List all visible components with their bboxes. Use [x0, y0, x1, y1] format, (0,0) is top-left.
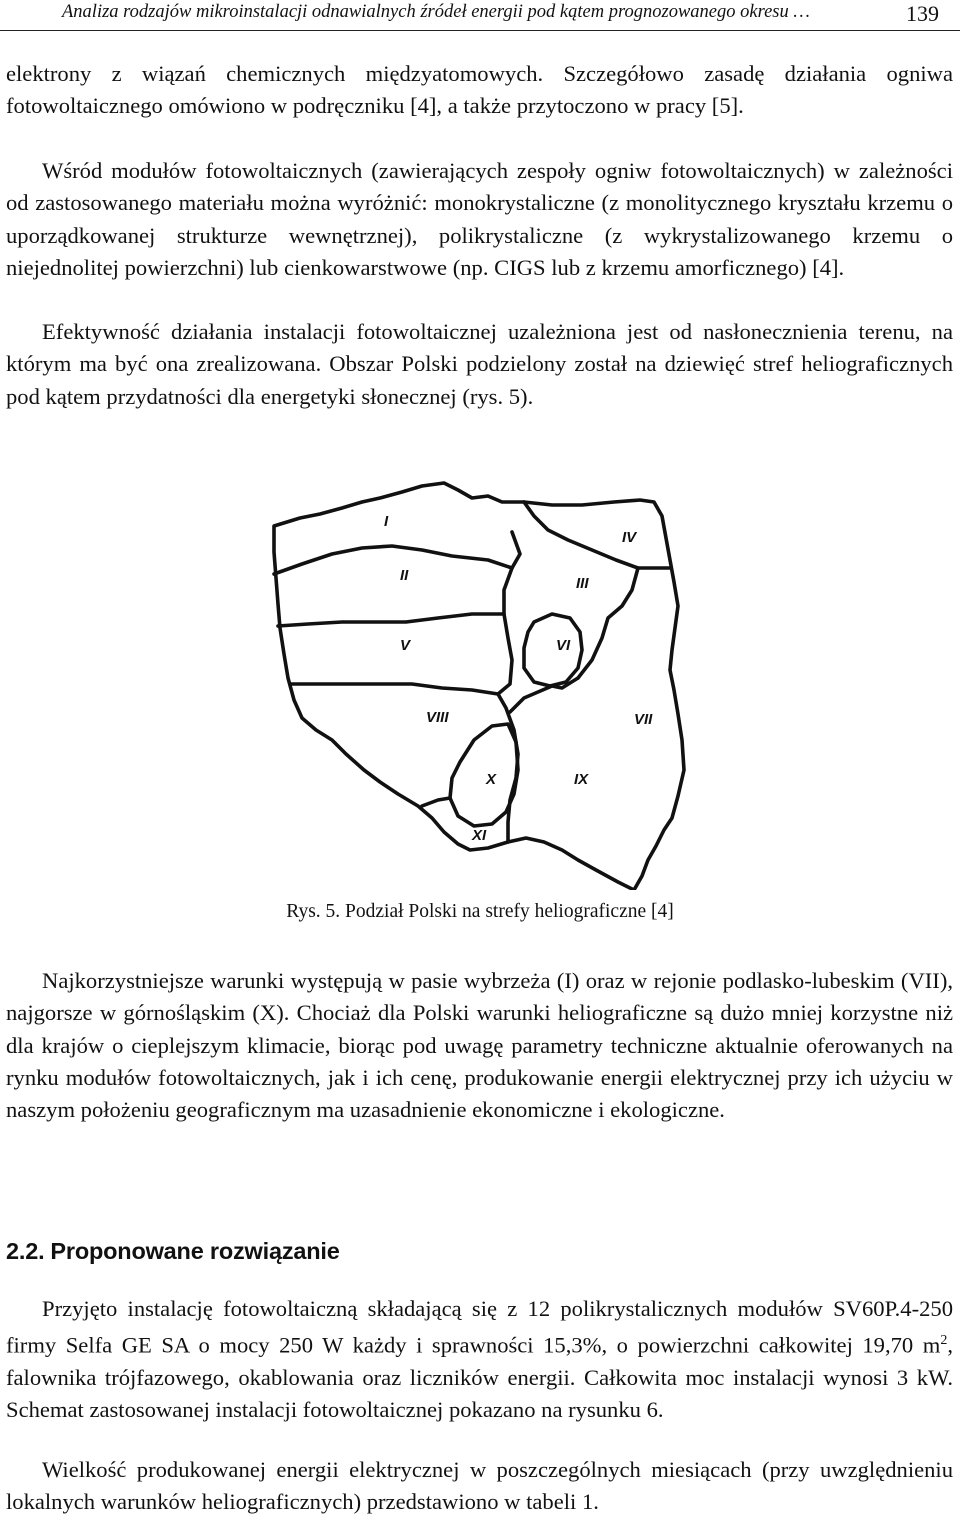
paragraph-4: Najkorzystniejsze warunki występują w pasie wybrzeża (I) oraz w rejonie podlasko-lubeskim (VII), najgorsze w górnośląskim (X). Chociaż dla Polski warunki heliograficzne są dużo mniej korzystne niż dla krajów o cieplejszym klimacie, biorąc pod uwagę parametry techniczne aktualnie oferowanych na rynku modułów fotowoltaicznych, jak i ich cenę, produkowanie energii elektrycznej przy ich użyciu w naszym położeniu geograficznym ma uzasadnienie ekonomiczne i ekologiczne.	[6, 968, 953, 1123]
border-x-xi	[422, 798, 450, 806]
zone-label-vii: VII	[634, 711, 653, 728]
zone-x-outline	[450, 724, 518, 826]
zone-label-viii: VIII	[426, 709, 449, 726]
heliographic-zones-map	[262, 478, 698, 890]
zone-label-v: V	[400, 637, 411, 654]
paragraph-1: elektrony z wiązań chemicznych międzyatomowych. Szczegółowo zasadę działania ogniwa fotowoltaicznego omówiono w podręczniku [4], a także przytoczono w pracy [5].	[6, 61, 953, 119]
border-v-viii	[290, 684, 498, 694]
section-heading	[6, 1238, 346, 1265]
border-viii-vii	[498, 694, 518, 842]
zone-label-xi: XI	[472, 827, 487, 844]
zone-label-vi: VI	[556, 637, 571, 654]
paragraph-6: Wielkość produkowanej energii elektrycznej w poszczególnych miesiącach (przy uwzględnieniu lokalnych warunków heliograficznych) przedstawiono w tabeli 1.	[6, 1457, 953, 1515]
zone-label-x: X	[486, 771, 497, 788]
running-header	[0, 0, 960, 30]
border-iii-iv	[524, 502, 670, 568]
figure-caption: Rys. 5. Podział Polski na strefy heliograficzne [4]	[286, 901, 674, 922]
section-title: Proponowane rozwiązanie	[50, 1238, 340, 1264]
zone-label-iv: IV	[622, 529, 637, 546]
section-number: 2.2.	[6, 1238, 45, 1264]
zone-vi-outline	[524, 614, 582, 686]
zone-label-ix: IX	[574, 771, 589, 788]
paragraph-5-text-cont: , falownika trójfazowego, okablowania oraz liczników energii. Całkowita moc instalacji wynosi 3 kW. Schemat zastosowanej instalacji fotowoltaicznej pokazano na rysunku 6.	[6, 1332, 953, 1423]
zone-label-ii: II	[400, 567, 409, 584]
paragraph-3: Efektywność działania instalacji fotowoltaicznej uzależniona jest od nasłonecznienia terenu, na którym ma być ona zrealizowana. Obszar Polski podzielony został na dziewięć stref heliograficznych pod kątem przydatności dla energetyki słonecznej (rys. 5).	[6, 319, 953, 409]
header-rule	[0, 30, 960, 31]
border-i-ii	[274, 546, 512, 574]
paragraph-2: Wśród modułów fotowoltaicznych (zawierających zespoły ogniw fotowoltaicznych) w zależności od zastosowanego materiału można wyróżnić: monokrystaliczne (z monolitycznego kryształu krzemu o uporządkowanej strukturze wewnętrznej), polikrystaliczne (z wykrystalizowanego krzemu o niejednolitej powierzchni) lub cienkowarstwowe (np. CIGS lub z krzemu amorficznego) [4].	[6, 158, 953, 280]
area-unit-superscript: 2	[940, 1333, 948, 1349]
border-ii-v	[278, 614, 504, 626]
running-title: Analiza rodzajów mikroinstalacji odnawialnych źródeł energii pod kątem prognozowanego okresu …	[62, 2, 810, 22]
paragraph-5	[6, 1293, 953, 1427]
poland-map-svg	[262, 478, 698, 890]
paragraph-5-text: Przyjęto instalację fotowoltaiczną składającą się z 12 polikrystalicznych modułów SV60P.4-250 firmy Selfa GE SA o mocy 250 W każdy i sprawności 15,3%, o powierzchni całkowitej 19,70 m	[6, 1296, 953, 1358]
page-number: 139	[906, 1, 939, 26]
zone-label-i: I	[384, 513, 389, 530]
zone-label-iii: III	[576, 575, 589, 592]
